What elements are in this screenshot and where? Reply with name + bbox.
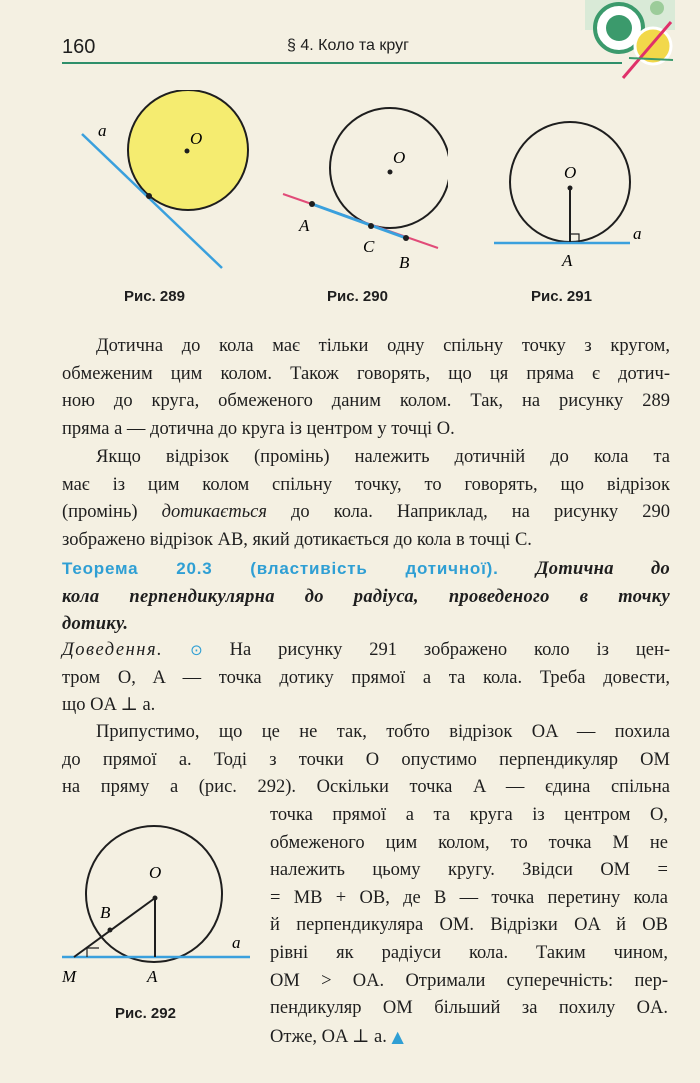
label-A: A bbox=[299, 216, 310, 235]
header-rule bbox=[62, 62, 622, 64]
paragraph-3 bbox=[62, 719, 670, 802]
center-point bbox=[388, 170, 393, 175]
tangent-point bbox=[146, 193, 152, 199]
text-line: й перпендикуляра OM. Відрізки OA й OB bbox=[270, 915, 668, 936]
point-B bbox=[403, 235, 409, 241]
text-line bbox=[62, 637, 670, 665]
caption-291: Рис. 291 bbox=[531, 288, 592, 305]
point-C bbox=[368, 223, 374, 229]
label-A: A bbox=[562, 251, 573, 270]
paragraph-1 bbox=[62, 333, 670, 443]
label-B: B bbox=[399, 253, 410, 272]
label-a: a bbox=[98, 121, 107, 140]
caption-289: Рис. 289 bbox=[124, 288, 185, 305]
label-C: C bbox=[363, 237, 375, 256]
paragraph-2 bbox=[62, 444, 670, 554]
text-line: обмеженим цим колом. Також говорять, що ця пряма є дотич- bbox=[62, 363, 670, 384]
caption-290: Рис. 290 bbox=[327, 288, 388, 305]
text-line: Дотична до кола має тільки одну спільну точку з кругом, bbox=[96, 336, 670, 356]
label-A: A bbox=[147, 967, 158, 986]
text-line: Якщо відрізок (промінь) належить дотичній до кола та bbox=[96, 447, 670, 467]
circle bbox=[330, 108, 448, 228]
figure-292 bbox=[58, 808, 258, 993]
segment-AB bbox=[312, 204, 406, 238]
theorem-text: дотику. bbox=[62, 614, 129, 635]
text-line: зображено відрізок AB, який дотикається до кола в точці C. bbox=[62, 529, 532, 550]
page-number: 160 bbox=[62, 36, 96, 58]
text-span: Отже, OA ⊥ a. bbox=[270, 1026, 387, 1047]
point-B bbox=[108, 928, 113, 933]
emphasis-term: дотикається bbox=[161, 502, 267, 523]
text-line: що OA ⊥ a. bbox=[62, 695, 156, 716]
corner-decoration bbox=[585, 0, 675, 80]
point-A bbox=[309, 201, 315, 207]
text-span: до кола. Наприклад, на рисунку 290 bbox=[266, 502, 670, 523]
center-point bbox=[185, 149, 190, 154]
proof bbox=[62, 637, 670, 720]
text-line: має із цим колом спільну точку, то говорять, що відрізок bbox=[62, 474, 670, 495]
text-line bbox=[62, 555, 670, 584]
text-line: пряма a — дотична до круга із центром у точці O. bbox=[62, 418, 455, 439]
label-O: O bbox=[564, 163, 577, 182]
text-line: на пряму a (рис. 292). Оскільки точка A — єдина спільна bbox=[62, 777, 670, 798]
label-a: a bbox=[232, 933, 241, 952]
text-line bbox=[62, 499, 670, 527]
paragraph-3-wrapped bbox=[270, 802, 668, 1051]
text-span: На рисунку 291 зображено коло із цен- bbox=[202, 640, 671, 660]
caption-292: Рис. 292 bbox=[115, 1005, 176, 1022]
text-line: точка прямої a та круга із центром O, bbox=[270, 805, 668, 825]
section-title: § 4. Коло та круг bbox=[287, 37, 409, 54]
text-line: тром O, A — точка дотику прямої a та кола. Треба довести, bbox=[62, 667, 670, 688]
theorem-20-3 bbox=[62, 555, 670, 639]
proof-end-icon: ▲ bbox=[391, 1026, 404, 1046]
theorem-heading: Теорема 20.3 (властивість дотичної). bbox=[62, 559, 499, 578]
theorem-text: кола перпендикулярна до радіуса, проведеного в точку bbox=[62, 586, 670, 607]
proof-start-icon: ⊙ bbox=[190, 641, 203, 659]
text-line: ною до круга, обмеженого даним колом. Так, на рисунку 289 bbox=[62, 391, 670, 412]
text-line bbox=[270, 1023, 668, 1052]
theorem-text: Дотична до bbox=[498, 559, 670, 579]
text-line: рівні як радіуси кола. Таким чином, bbox=[270, 942, 668, 963]
label-M: M bbox=[62, 967, 77, 986]
center-point bbox=[153, 896, 158, 901]
text-line: належить цьому кругу. Звідси OM = bbox=[270, 860, 668, 881]
figure-290 bbox=[278, 92, 448, 277]
label-a: a bbox=[633, 224, 642, 243]
label-O: O bbox=[190, 129, 203, 148]
figure-289 bbox=[70, 90, 270, 280]
text-line: до прямої a. Тоді з точки O опустимо перпендикуляр OM bbox=[62, 749, 670, 770]
figure-291 bbox=[490, 100, 660, 275]
text-line: обмеженого цим колом, то точка M не bbox=[270, 832, 668, 853]
right-angle-mark bbox=[87, 948, 99, 957]
text-line: пендикуляр OM більший за похилу OA. bbox=[270, 998, 668, 1019]
label-O: O bbox=[393, 148, 406, 167]
text-line: OM > OA. Отримали суперечність: пер- bbox=[270, 970, 668, 991]
label-B: B bbox=[100, 903, 111, 922]
label-O: O bbox=[149, 863, 162, 882]
center-point bbox=[568, 186, 573, 191]
text-line: Припустимо, що це не так, тобто відрізок OA — похила bbox=[96, 722, 670, 742]
text-line: = MB + OB, де B — точка перетину кола bbox=[270, 887, 668, 908]
proof-label: Доведення. bbox=[62, 640, 164, 660]
text-span: (промінь) bbox=[62, 502, 162, 523]
